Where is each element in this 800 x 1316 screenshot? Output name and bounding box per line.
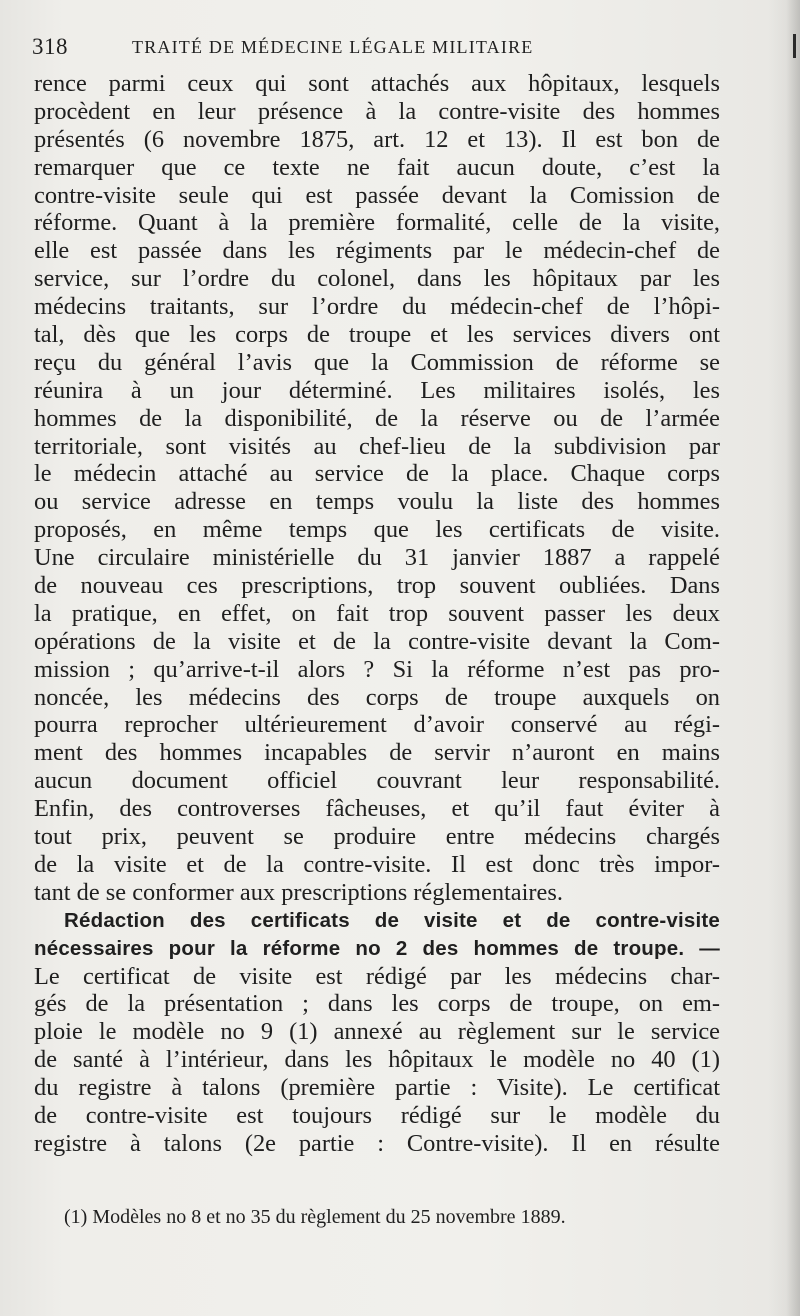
text-line: ploie le modèle no 9 (1) annexé au règlement sur le service	[34, 1018, 720, 1046]
text-line: mission ; qu’arrive-t-il alors ? Si la réforme n’est pas pro-	[34, 655, 720, 683]
section-heading: Rédaction des certificats de visite et de contre-visite	[64, 908, 720, 932]
text-line: Une circulaire ministérielle du 31 janvier 1887 a rappelé	[34, 544, 720, 572]
text-line: Enfin, des controverses fâcheuses, et qu’il faut éviter à	[34, 795, 720, 823]
text-line: elle est passée dans les régiments par le médecin-chef de	[34, 237, 720, 265]
text-line: territoriale, sont visités au chef-lieu de la subdivision par	[34, 432, 720, 460]
text-line: service, sur l’ordre du colonel, dans les hôpitaux par les	[34, 265, 720, 293]
text-line: la pratique, en effet, on fait trop souvent passer les deux	[34, 599, 720, 627]
text-line: procèdent en leur présence à la contre-visite des hommes	[34, 97, 720, 125]
footnote: (1) Modèles no 8 et no 35 du règlement du 25 novembre 1889.	[64, 1206, 566, 1228]
text-line: rence parmi ceux qui sont attachés aux hôpitaux, lesquels	[34, 70, 720, 97]
text-line: aucun document officiel couvrant leur responsabilité.	[34, 767, 720, 795]
text-line: réforme. Quant à la première formalité, celle de la visite,	[34, 209, 720, 237]
text-line: hommes de la disponibilité, de la réserve ou de l’armée	[34, 404, 720, 432]
text-line: tant de se conformer aux prescriptions réglementaires.	[34, 878, 563, 906]
text-line: remarquer que ce texte ne fait aucun doute, c’est la	[34, 153, 720, 181]
text-line: contre-visite seule qui est passée devant la Comission de	[34, 181, 720, 209]
text-line: ment des hommes incapables de servir n’auront en mains	[34, 739, 720, 767]
text-line: proposés, en même temps que les certificats de visite.	[34, 516, 720, 544]
running-head: TRAITÉ DE MÉDECINE LÉGALE MILITAIRE	[132, 37, 534, 57]
text-line: médecins traitants, sur l’ordre du médecin-chef de l’hôpi-	[34, 293, 720, 321]
text-line: tal, dès que les corps de troupe et les services divers ont	[34, 321, 720, 349]
page-edge-shadow	[786, 0, 800, 1316]
body-text	[34, 70, 720, 1158]
text-line: tout prix, peuvent se produire entre médecins chargés	[34, 823, 720, 851]
text-line: pourra reprocher ultérieurement d’avoir conservé au régi-	[34, 711, 720, 739]
text-line: de santé à l’intérieur, dans les hôpitaux le modèle no 40 (1)	[34, 1046, 720, 1074]
text-line: ou service adresse en temps voulu la liste des hommes	[34, 488, 720, 516]
text-line: gés de la présentation ; dans les corps de troupe, on em-	[34, 990, 720, 1018]
binding-mark	[793, 34, 796, 58]
text-line: du registre à talons (première partie : Visite). Le certificat	[34, 1074, 720, 1102]
section-heading: nécessaires pour la réforme no 2 des hommes de troupe. —	[34, 936, 720, 960]
text-line: le médecin attaché au service de la place. Chaque corps	[34, 460, 720, 488]
text-line: Le certificat de visite est rédigé par les médecins char-	[34, 962, 720, 990]
text-line: de nouveau ces prescriptions, trop souvent oubliées. Dans	[34, 572, 720, 600]
text-line: registre à talons (2e partie : Contre-visite). Il en résulte	[34, 1129, 720, 1157]
page-header	[32, 34, 772, 64]
text-line: opérations de la visite et de la contre-visite devant la Com-	[34, 627, 720, 655]
page-number: 318	[32, 34, 68, 59]
text-line: de la visite et de la contre-visite. Il est donc très impor-	[34, 850, 720, 878]
text-line: noncée, les médecins des corps de troupe auxquels on	[34, 683, 720, 711]
text-line: présentés (6 novembre 1875, art. 12 et 13). Il est bon de	[34, 125, 720, 153]
text-line: de contre-visite est toujours rédigé sur le modèle du	[34, 1101, 720, 1129]
text-line: réunira à un jour déterminé. Les militaires isolés, les	[34, 376, 720, 404]
text-line: reçu du général l’avis que la Commission de réforme se	[34, 348, 720, 376]
